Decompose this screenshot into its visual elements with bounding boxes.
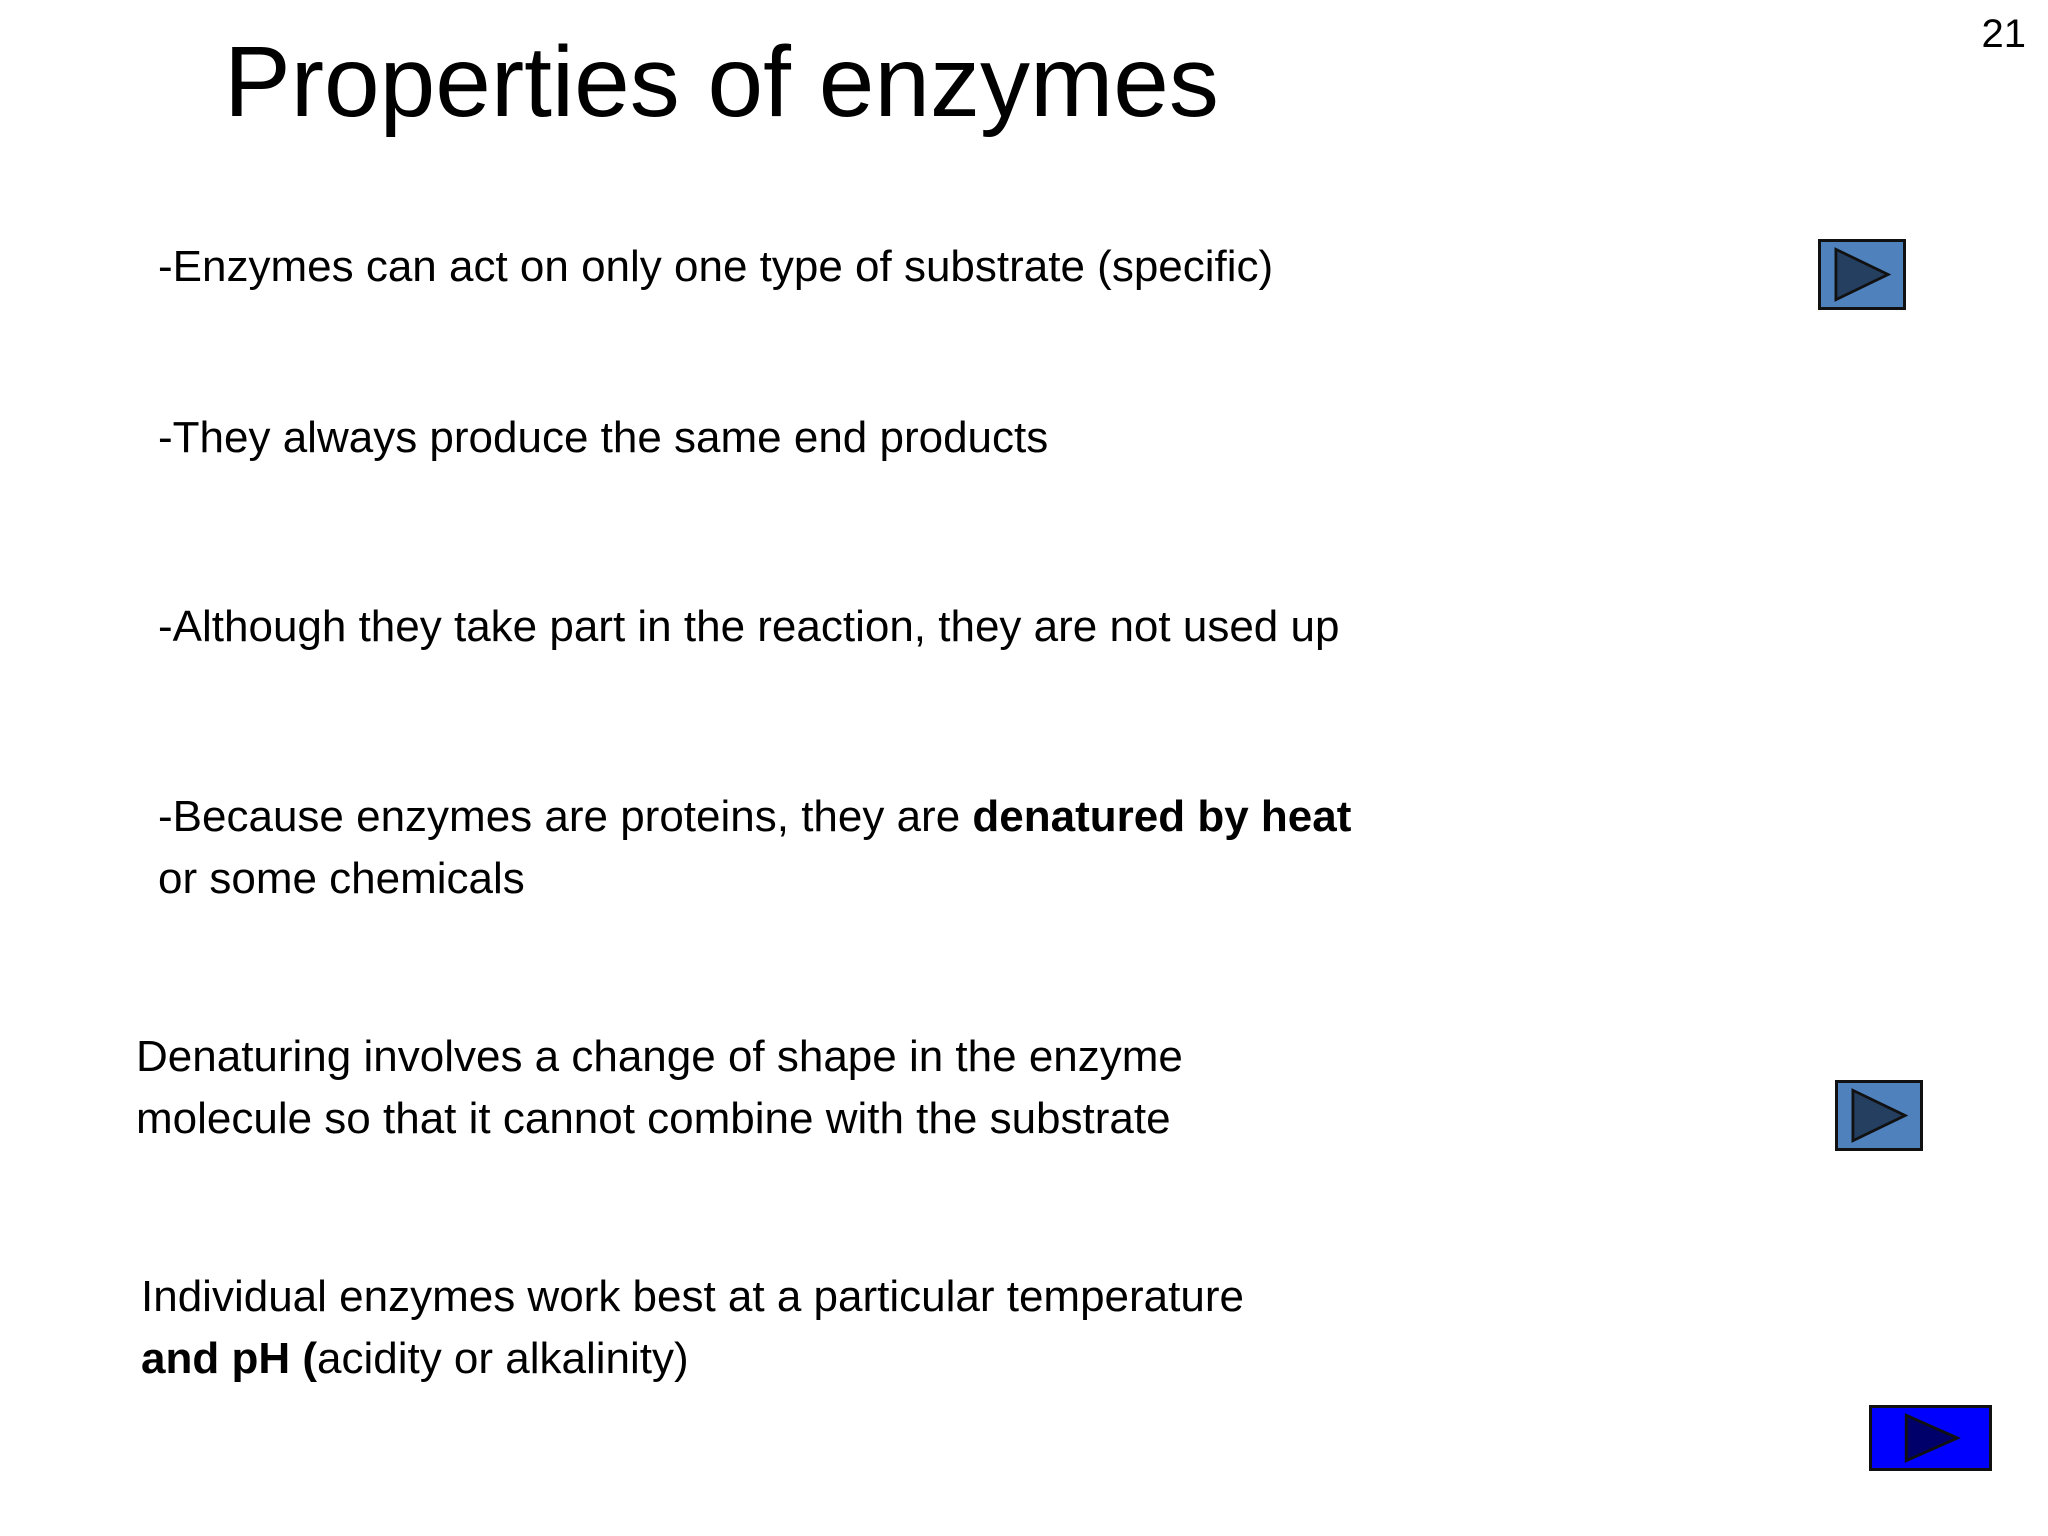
bullet-text-bold: denatured by heat — [972, 792, 1352, 841]
bullet-same-end-products — [158, 407, 1048, 469]
paragraph-line-1: Individual enzymes work best at a particular temperature — [141, 1272, 1244, 1321]
play-arrow-icon — [1821, 242, 1903, 307]
bullet-text-plain: -Because enzymes are proteins, they are — [158, 792, 973, 841]
slide-title: Properties of enzymes — [224, 26, 1219, 138]
play-button-3[interactable] — [1869, 1405, 1992, 1471]
paragraph-text-plain: acidity or alkalinity) — [316, 1334, 689, 1383]
paragraph-line-1: Denaturing involves a change of shape in the enzyme — [136, 1032, 1183, 1081]
bullet-line-2: or some chemicals — [158, 854, 525, 903]
play-button-2[interactable] — [1835, 1080, 1923, 1151]
paragraph-denaturing-definition — [136, 1026, 1183, 1150]
paragraph-line-2: molecule so that it cannot combine with the substrate — [136, 1094, 1171, 1143]
page-number: 21 — [1981, 12, 2026, 56]
bullet-text: -Although they take part in the reaction, they are not used up — [158, 602, 1340, 651]
paragraph-text-bold: and pH ( — [141, 1334, 317, 1383]
bullet-text: -They always produce the same end products — [158, 413, 1049, 462]
bullet-denatured-by-heat — [158, 786, 1351, 910]
play-button-1[interactable] — [1818, 239, 1906, 310]
bullet-text: -Enzymes can act on only one type of substrate (specific) — [158, 242, 1274, 291]
play-arrow-icon — [1872, 1408, 1989, 1468]
paragraph-temperature-ph — [141, 1266, 1244, 1390]
paragraph-line-2 — [141, 1328, 1244, 1390]
play-arrow-icon — [1838, 1083, 1920, 1148]
bullet-specific-substrate — [158, 236, 1273, 298]
bullet-not-used-up — [158, 596, 1339, 658]
bullet-line-1 — [158, 786, 1351, 848]
